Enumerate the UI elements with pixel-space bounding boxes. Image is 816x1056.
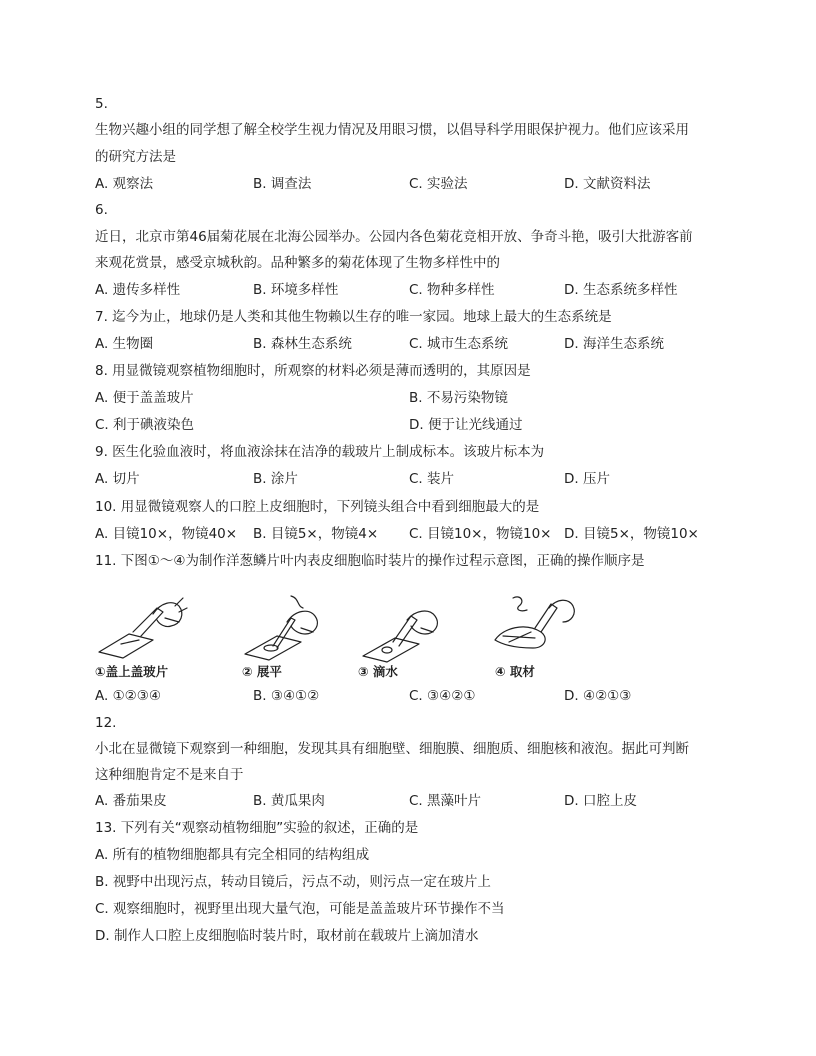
q12-option-c: C. 黑藻叶片 bbox=[409, 793, 482, 809]
q8-option-a: A. 便于盖盖玻片 bbox=[95, 390, 194, 406]
q9-option-c: C. 装片 bbox=[409, 471, 455, 487]
q13-option-a: A. 所有的植物细胞都具有完全相同的结构组成 bbox=[95, 847, 370, 863]
q12-option-b: B. 黄瓜果肉 bbox=[253, 793, 325, 809]
q6-option-c: C. 物种多样性 bbox=[409, 282, 495, 298]
q5-option-a: A. 观察法 bbox=[95, 176, 154, 192]
q11-caption-2: ② 展平 bbox=[242, 664, 282, 679]
drip-water-illustration bbox=[363, 611, 437, 662]
q7-stem: 7. 迄今为止，地球仍是人类和其他生物赖以生存的唯一家园。地球上最大的生态系统是 bbox=[95, 309, 612, 325]
q5-stem-line2: 的研究方法是 bbox=[95, 149, 176, 165]
q9-option-d: D. 压片 bbox=[564, 471, 610, 487]
q10-stem: 10. 用显微镜观察人的口腔上皮细胞时，下列镜头组合中看到细胞最大的是 bbox=[95, 499, 540, 515]
q9-option-a: A. 切片 bbox=[95, 471, 140, 487]
q11-option-b: B. ③④①② bbox=[253, 688, 320, 704]
q12-option-a: A. 番茄果皮 bbox=[95, 793, 167, 809]
q6-number: 6. bbox=[95, 202, 108, 218]
q6-option-a: A. 遗传多样性 bbox=[95, 282, 181, 298]
q6-option-b: B. 环境多样性 bbox=[253, 282, 339, 298]
cover-slip-illustration bbox=[99, 598, 187, 658]
q11-stem: 11. 下图①～④为制作洋葱鳞片叶内表皮细胞临时装片的操作过程示意图，正确的操作顺序是 bbox=[95, 553, 645, 569]
q9-stem: 9. 医生化验血液时，将血液涂抹在洁净的载玻片上制成标本。该玻片标本为 bbox=[95, 444, 545, 460]
q7-option-a: A. 生物圈 bbox=[95, 336, 154, 352]
q11-caption-1: ①盖上盖玻片 bbox=[95, 664, 169, 679]
q7-option-d: D. 海洋生态系统 bbox=[564, 336, 664, 352]
q10-option-c: C. 目镜10×，物镜10× bbox=[409, 526, 552, 542]
q11-option-c: C. ③④②① bbox=[409, 688, 476, 704]
q12-stem-line1: 小北在显微镜下观察到一种细胞，发现其具有细胞壁、细胞膜、细胞质、细胞核和液泡。据此可判断 bbox=[95, 741, 689, 757]
q5-stem-line1: 生物兴趣小组的同学想了解全校学生视力情况及用眼习惯，以倡导科学用眼保护视力。他们应该采用 bbox=[95, 122, 689, 138]
q7-option-b: B. 森林生态系统 bbox=[253, 336, 352, 352]
obtain-material-illustration bbox=[495, 597, 574, 648]
q10-option-a: A. 目镜10×，物镜40× bbox=[95, 526, 238, 542]
q8-option-c: C. 利于碘液染色 bbox=[95, 417, 195, 433]
q5-number: 5. bbox=[95, 96, 108, 112]
q5-option-c: C. 实验法 bbox=[409, 176, 468, 192]
q12-stem-line2: 这种细胞肯定不是来自于 bbox=[95, 767, 244, 783]
q11-option-a: A. ①②③④ bbox=[95, 688, 161, 704]
q13-stem: 13. 下列有关“观察动植物细胞”实验的叙述，正确的是 bbox=[95, 820, 419, 836]
q11-caption-4: ④ 取材 bbox=[495, 664, 535, 679]
q13-option-b: B. 视野中出现污点，转动目镜后，污点不动，则污点一定在玻片上 bbox=[95, 874, 491, 890]
q8-stem: 8. 用显微镜观察植物细胞时，所观察的材料必须是薄而透明的，其原因是 bbox=[95, 363, 531, 379]
q12-option-d: D. 口腔上皮 bbox=[564, 793, 637, 809]
q8-option-d: D. 便于让光线通过 bbox=[409, 417, 523, 433]
q5-option-b: B. 调查法 bbox=[253, 176, 312, 192]
q11-option-d: D. ④②①③ bbox=[564, 688, 632, 704]
q10-option-d: D. 目镜5×，物镜10× bbox=[564, 526, 699, 542]
q13-option-c: C. 观察细胞时，视野里出现大量气泡，可能是盖盖玻片环节操作不当 bbox=[95, 901, 505, 917]
q11-caption-3: ③ 滴水 bbox=[358, 664, 398, 679]
q9-option-b: B. 涂片 bbox=[253, 471, 298, 487]
q5-option-d: D. 文献资料法 bbox=[564, 176, 651, 192]
q8-option-b: B. 不易污染物镜 bbox=[409, 390, 508, 406]
q6-stem-line1: 近日，北京市第46届菊花展在北海公园举办。公园内各色菊花竞相开放、争奇斗艳，吸引大批游客前 bbox=[95, 229, 693, 245]
q6-stem-line2: 来观花赏景，感受京城秋韵。品种繁多的菊花体现了生物多样性中的 bbox=[95, 255, 500, 271]
q13-option-d: D. 制作人口腔上皮细胞临时装片时，取材前在载玻片上滴加清水 bbox=[95, 928, 479, 944]
q6-option-d: D. 生态系统多样性 bbox=[564, 282, 678, 298]
q12-number: 12. bbox=[95, 715, 117, 731]
flatten-illustration bbox=[245, 596, 317, 660]
q7-option-c: C. 城市生态系统 bbox=[409, 336, 509, 352]
q10-option-b: B. 目镜5×，物镜4× bbox=[253, 526, 379, 542]
